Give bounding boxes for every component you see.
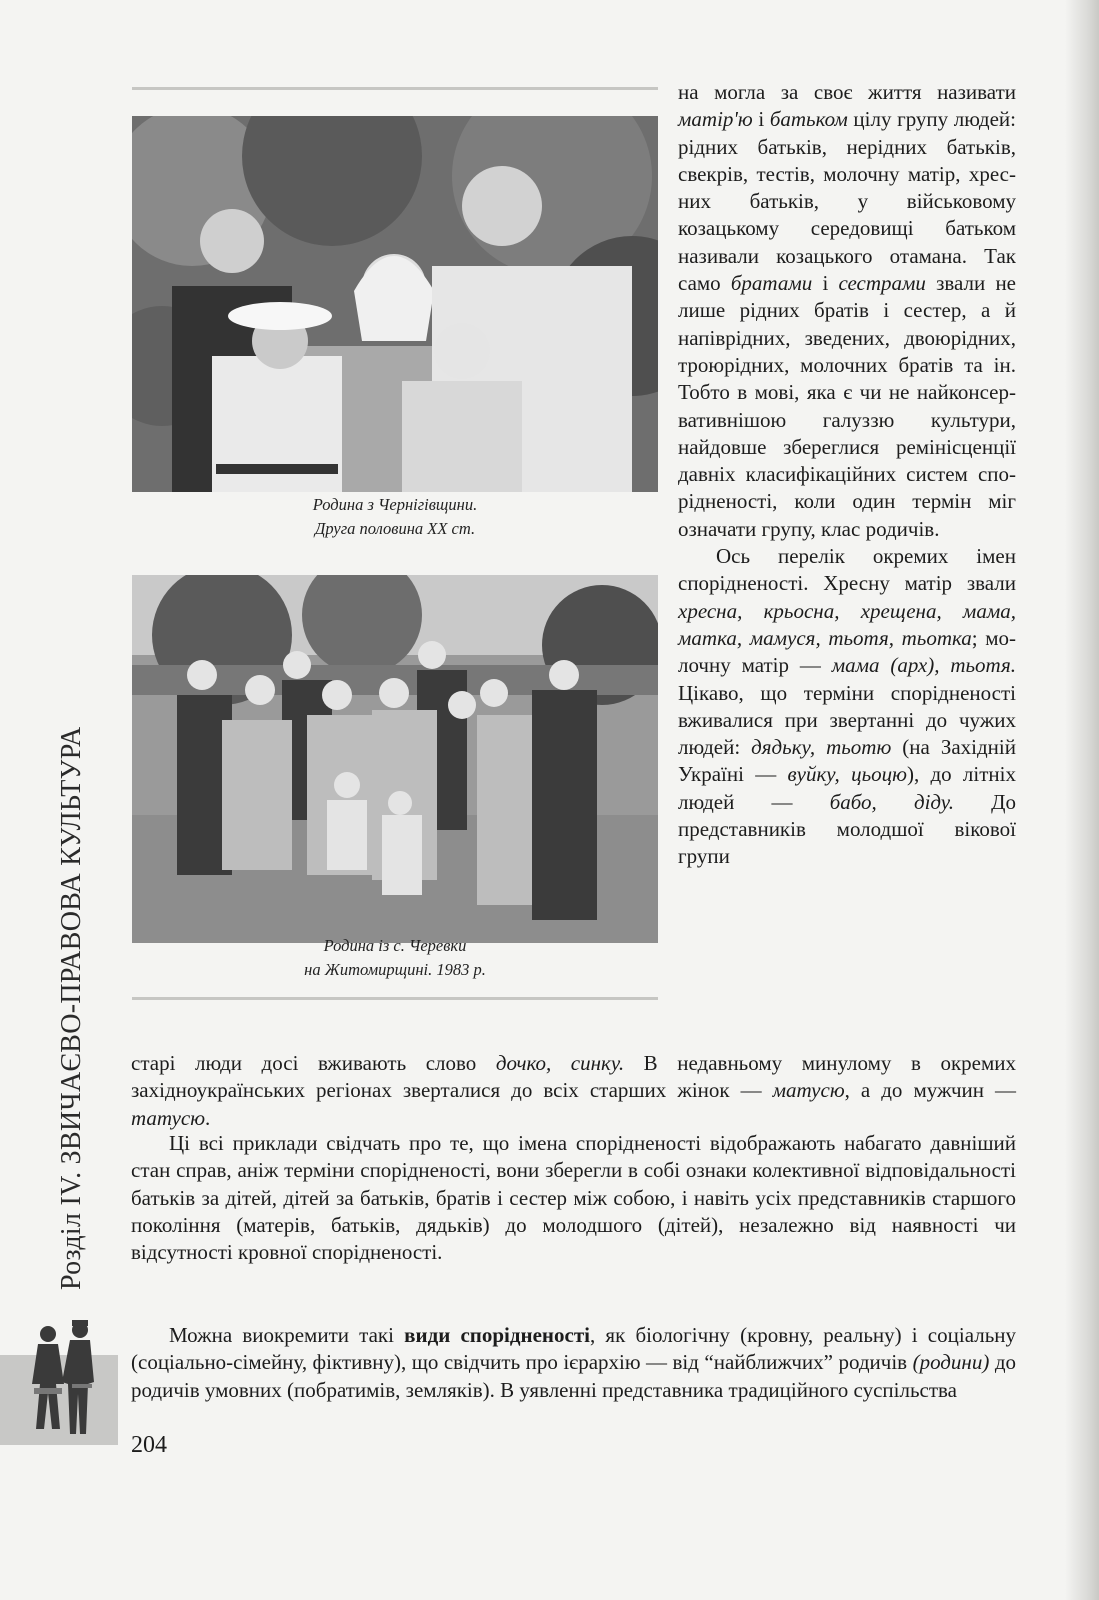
column-paragraph-2: Ось перелік окремих імен спорідненості. Хресну матір звали хресна, крьосна, хрещена, мама, матка, мамуся, тьотя, тьотка; молочну матір — мама (арх), тьотя. Цікаво, що терміни спорідненості вживалися при звертанні до чужих людей: дядьку, тьотю (на Західній Україні — вуйку, цьоцю), до літніх людей — бабо, діду. До представників молодшої вікової групи: [678, 544, 1017, 869]
chapter-side-title: Розділ IV. ЗВИЧАЄВО-ПРАВОВА КУЛЬТУРА: [56, 726, 87, 1290]
body-paragraph-1: старі люди досі вживають слово дочко, синку. В недавньому минулому в окремих західноукраїнських регіонах зверталися до всіх старших жінок — матусю, а до мужчин — татусю.: [131, 1051, 1017, 1130]
photo1-caption-line1: Родина з Чернігівщини.: [312, 495, 478, 514]
family-photo-cherevky: [132, 575, 658, 943]
photo2-caption-line1: Родина із с. Черевки: [323, 936, 467, 955]
top-rule: [132, 87, 658, 90]
body-paragraph-3: Можна виокремити такі види спорідненості, як біологічну (кровну, реальну) і соціальну (соціально-сімейну, фіктивну), що свідчить про ієрархію — від “найближчих” родичів (родини) до родичів умовних (побратимів, земляків). В уявленні представника традиційного суспільства: [131, 1323, 1017, 1402]
page-number: 204: [131, 1432, 167, 1458]
photo2-caption: [132, 934, 658, 982]
column-paragraph-1: на могла за своє життя називати матір'ю і батьком цілу групу людей: рідних батьків, нерідних батьків, свекрів, тестів, молочну матір, хресних батьків, у військовому козацькому середовищі батьком називали козацького отамана. Так само братами і сестрами звали не лише рідних братів і сестер, а й напіврідних, зведених, двоюрідних, троюрідних, молочних братів та ін. Тобто в мові, яка є чи не найконсервативнішою галуззю культури, найдовше збереглися ремінісценції давніх класифікаційних систем спорідненості, коли один термін міг означати групу, клас родичів.: [678, 80, 1017, 541]
page-edge-shadow: [1065, 0, 1099, 1600]
photo1-caption: [132, 493, 658, 541]
family-photo-chernihiv: [132, 116, 658, 492]
photo1-caption-line2: Друга половина XX ст.: [314, 519, 476, 538]
body-paragraph-2: Ці всі приклади свідчать про те, що імена спорідненості відображають набагато давніший стан справ, аніж терміни спорідненості, вони зберегли в собі ознаки колективної відповідальності батьків за дітей, дітей за батьків, братів і сестер між собою, і навіть усіх представників старшого покоління (матерів, батьків, дядьків) до молодшого (дітей), незалежно від наявності чи відсутності кровної спорідненості.: [131, 1131, 1016, 1265]
bottom-rule: [132, 997, 658, 1000]
folk-figures-icon: [20, 1318, 106, 1443]
right-column-text: [678, 79, 1016, 871]
photo2-caption-line2: на Житомирщині. 1983 р.: [304, 960, 486, 979]
